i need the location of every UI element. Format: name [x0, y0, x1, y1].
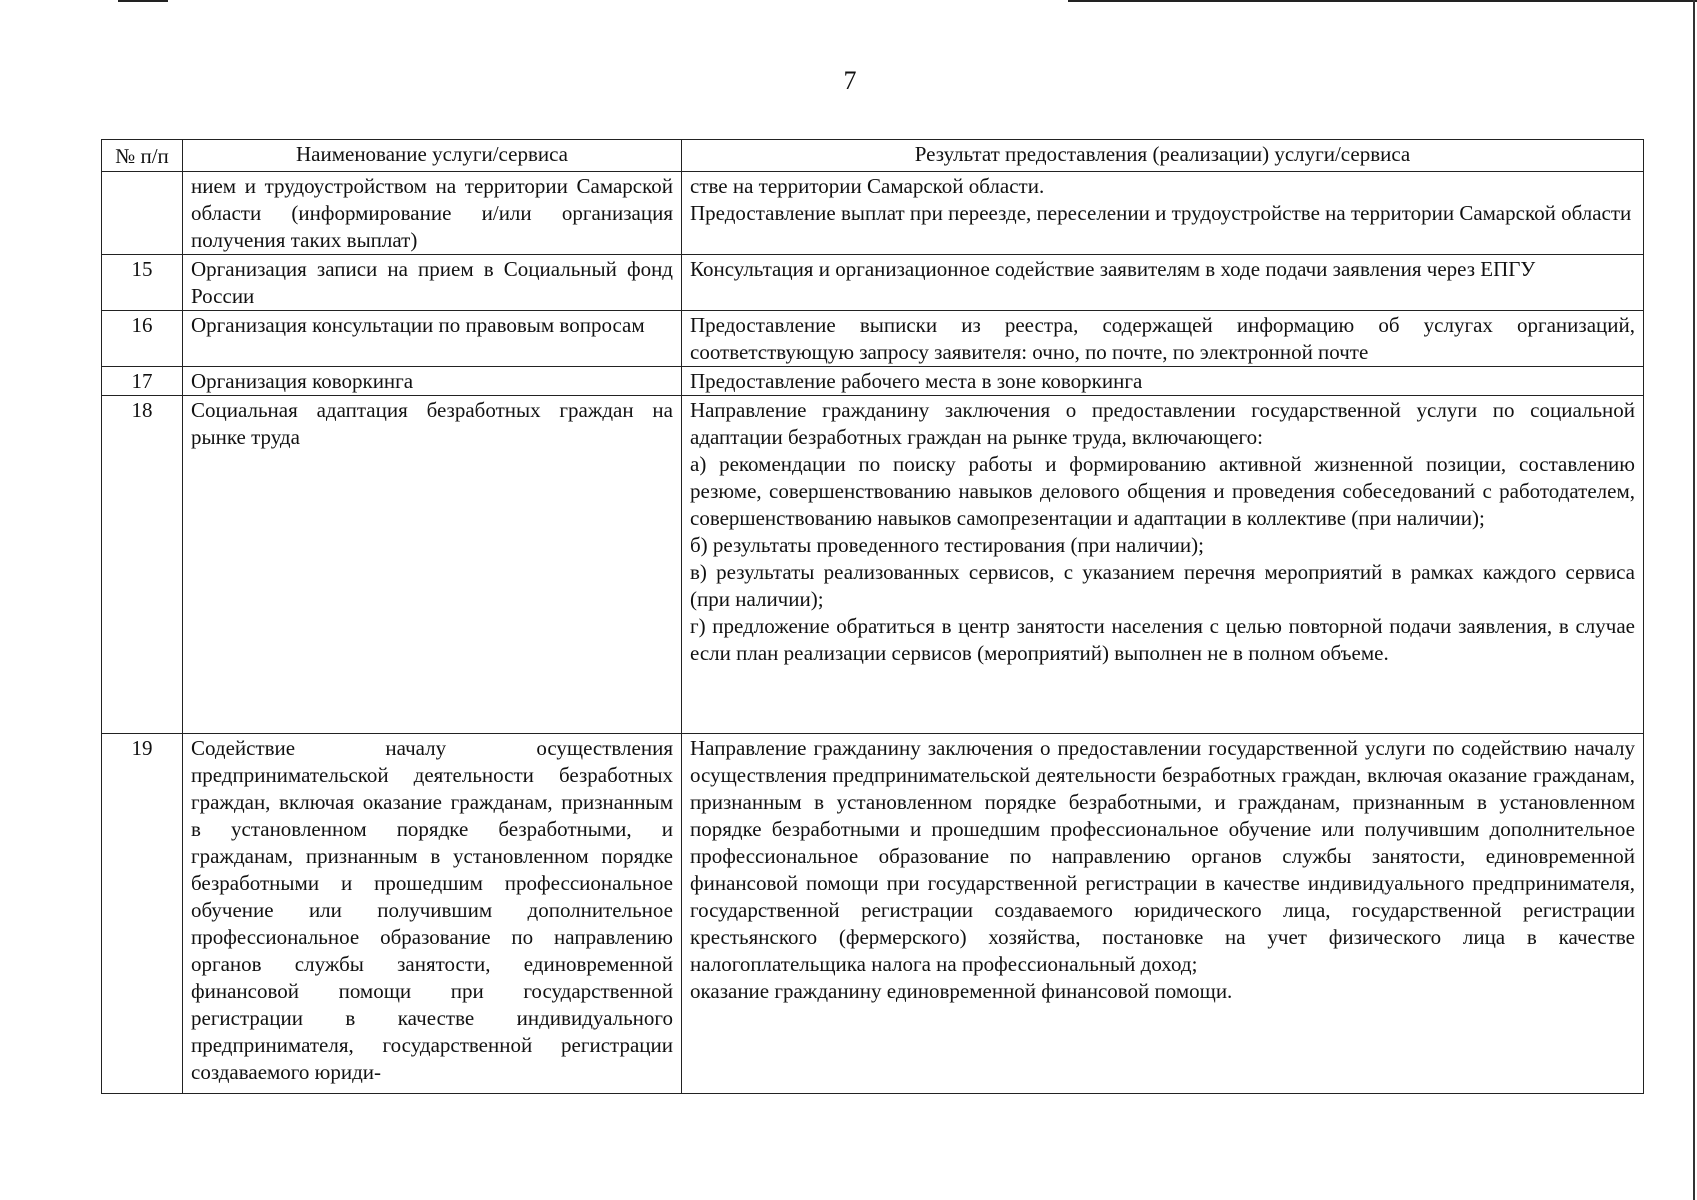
table-row	[102, 396, 1644, 734]
service-result	[682, 734, 1644, 1094]
table-header-row	[102, 140, 1644, 172]
service-result	[682, 367, 1644, 396]
scan-artifact-line	[1068, 0, 1697, 2]
result-paragraph: Направление гражданину заключения о предоставлении государственной услуги по социальной адаптации безработных граждан на рынке труда, включающего:	[690, 398, 1635, 449]
table-row	[102, 367, 1644, 396]
table-row	[102, 311, 1644, 367]
service-name: нием и трудоустройством на территории Самарской области (информирование и/или организация получения таких выплат)	[183, 172, 682, 255]
service-result	[682, 172, 1644, 255]
result-paragraph: Направление гражданину заключения о предоставлении государственной услуги по содействию началу осуществления предпринимательской деятельности безработных граждан, включая оказание гражданам, признанным в установленном порядке безработными, и гражданам, признанным в установленном порядке безработными и прошедшим профессиональное обучение или получившим дополнительное профессиональное образование по направлению органов службы занятости, единовременной финансовой помощи при государственной регистрации в качестве индивидуального предпринимателя, государственной регистрации создаваемого юридического лица, государственной регистрации крестьянского (фермерского) хозяйства, постановке на учет физического лица в качестве налогоплательщика налога на профессиональный доход;	[690, 736, 1635, 976]
header-result: Результат предоставления (реализации) услуги/сервиса	[682, 140, 1644, 172]
service-result	[682, 396, 1644, 734]
table-row	[102, 172, 1644, 255]
scan-artifact-edge	[1693, 0, 1695, 1200]
row-number: 17	[102, 367, 183, 396]
result-paragraph: Консультация и организационное содействие заявителям в ходе подачи заявления через ЕПГУ	[690, 257, 1536, 281]
result-paragraph: Предоставление выплат при переезде, переселении и трудоустройстве на территории Самарской области	[690, 201, 1632, 225]
service-name: Организация консультации по правовым вопросам	[183, 311, 682, 367]
row-number: 18	[102, 396, 183, 734]
service-name: Содействие началу осуществления предпринимательской деятельности безработных граждан, включая оказание гражданам, признанным в установленном порядке безработными, и гражданам, признанным в установленном порядке безработными и прошедшим профессиональное обучение или получившим дополнительное профессиональное образование по направлению органов службы занятости, единовременной финансовой помощи при государственной регистрации в качестве индивидуального предпринимателя, государственной регистрации создаваемого юриди-	[183, 734, 682, 1094]
row-number: 16	[102, 311, 183, 367]
page-number: 7	[843, 66, 857, 95]
services-table	[101, 139, 1644, 1094]
result-paragraph: г) предложение обратиться в центр занятости населения с целью повторной подачи заявления, в случае если план реализации сервисов (мероприятий) выполнен не в полном объеме.	[690, 614, 1635, 665]
service-name: Организация записи на прием в Социальный фонд России	[183, 255, 682, 311]
result-paragraph: в) результаты реализованных сервисов, с указанием перечня мероприятий в рамках каждого сервиса (при наличии);	[690, 560, 1635, 611]
header-service-name: Наименование услуги/сервиса	[183, 140, 682, 172]
result-paragraph: стве на территории Самарской области.	[690, 174, 1045, 198]
result-paragraph: Предоставление выписки из реестра, содержащей информацию об услугах организаций, соответствующую запросу заявителя: очно, по почте, по электронной почте	[690, 313, 1635, 364]
service-name: Организация коворкинга	[183, 367, 682, 396]
result-paragraph: а) рекомендации по поиску работы и формированию активной жизненной позиции, составлению резюме, совершенствованию навыков делового общения и проведения собеседований с работодателем, совершенствованию навыков самопрезентации и адаптации в коллективе (при наличии);	[690, 452, 1635, 530]
result-paragraph: б) результаты проведенного тестирования (при наличии);	[690, 533, 1204, 557]
service-result	[682, 311, 1644, 367]
scan-artifact-line	[118, 0, 168, 2]
header-number: № п/п	[102, 140, 183, 172]
table-row	[102, 734, 1644, 1094]
row-number: 19	[102, 734, 183, 1094]
result-paragraph: Предоставление рабочего места в зоне коворкинга	[690, 369, 1143, 393]
table-row	[102, 255, 1644, 311]
row-number: 15	[102, 255, 183, 311]
result-paragraph: оказание гражданину единовременной финансовой помощи.	[690, 979, 1233, 1003]
row-number	[102, 172, 183, 255]
service-result	[682, 255, 1644, 311]
service-name: Социальная адаптация безработных граждан на рынке труда	[183, 396, 682, 734]
